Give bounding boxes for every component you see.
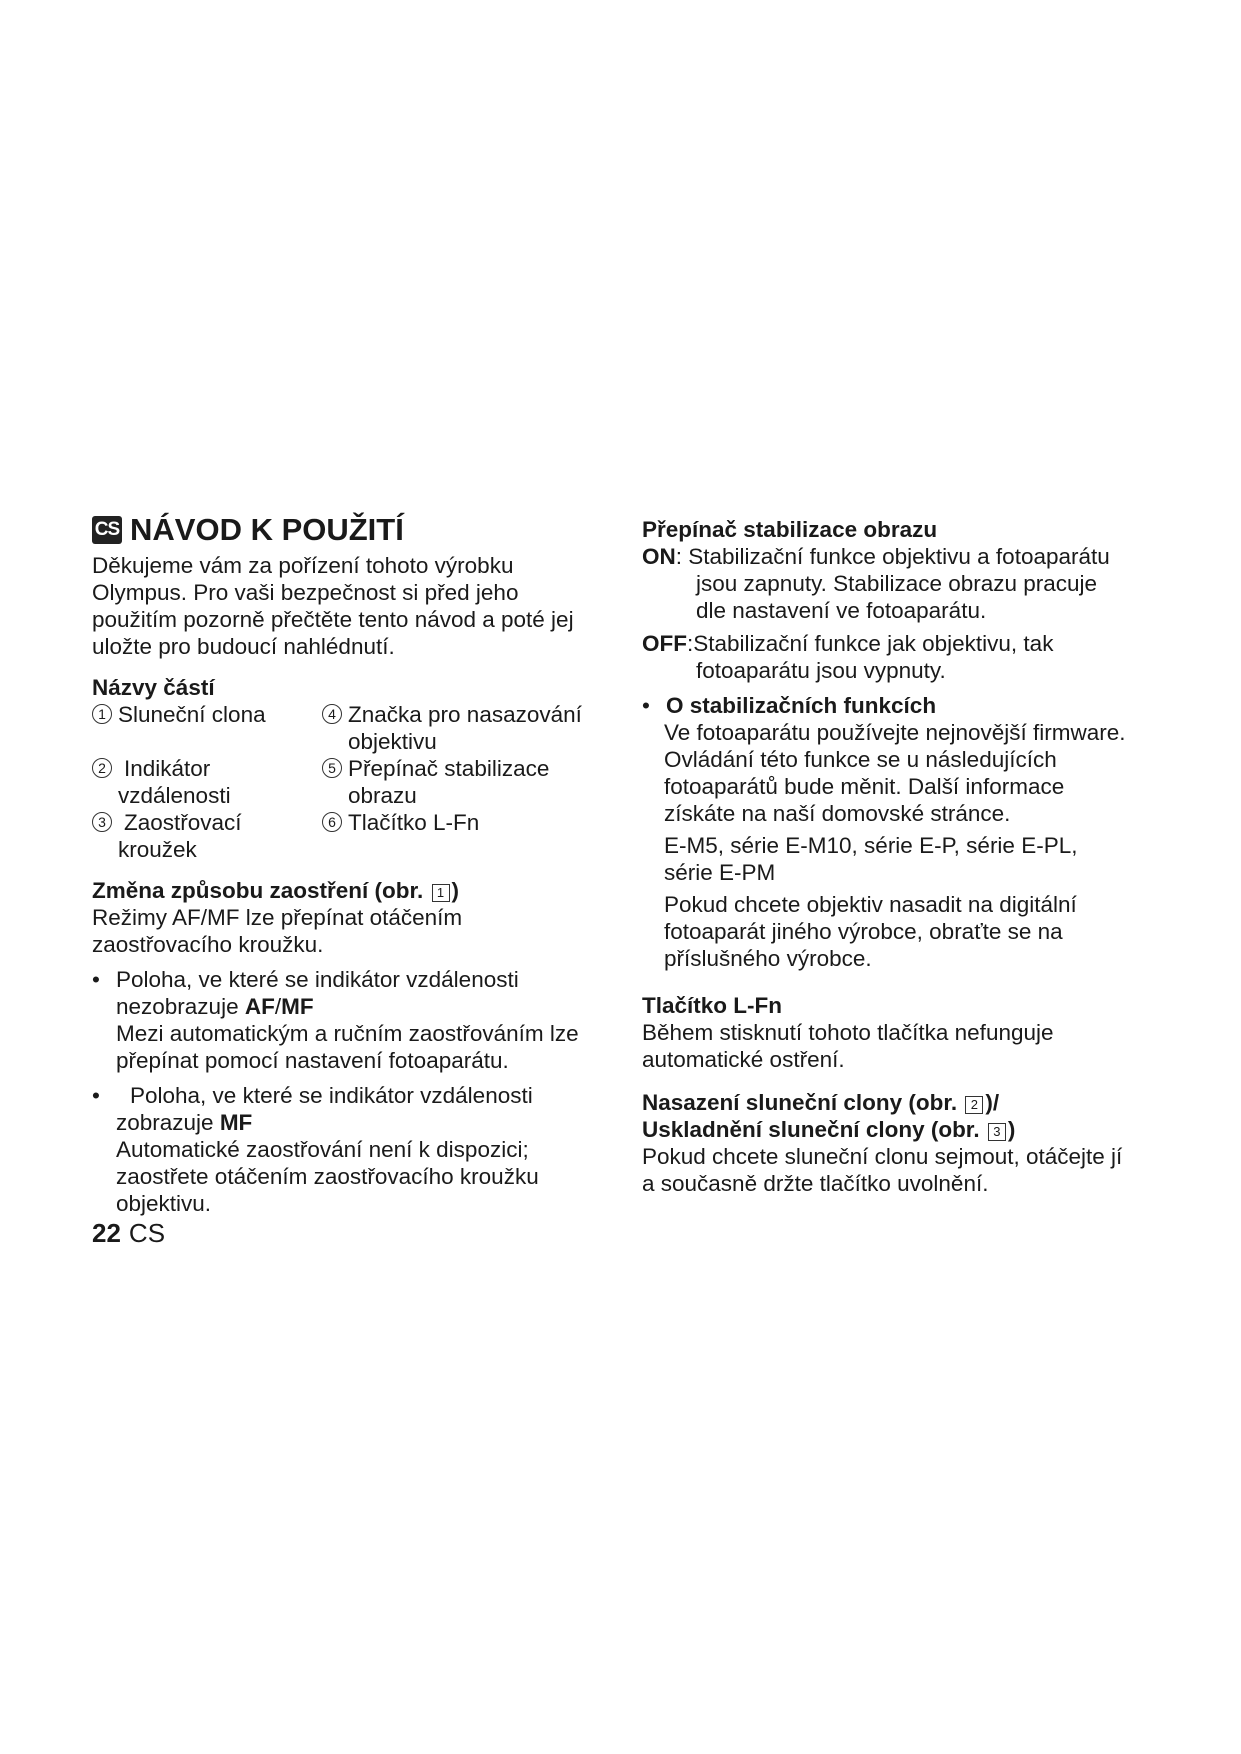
circled-number: 2 (92, 758, 112, 778)
bullet-line (116, 1109, 539, 1136)
lfn-body: automatické ostření. (642, 1047, 845, 1072)
bullet-text: zobrazuje (116, 1110, 220, 1135)
right-column (642, 512, 1162, 1197)
off-definition (642, 630, 1162, 684)
about-line: Ve fotoaparátu používejte nejnovější firmware. (664, 720, 1126, 745)
bullet-line: Poloha, ve které se indikátor vzdálenosti (130, 1083, 533, 1108)
part-item (92, 755, 322, 809)
parts-list (92, 701, 612, 863)
figure-ref: 2 (965, 1096, 983, 1114)
part-item (322, 809, 602, 863)
af-label: AF (244, 994, 275, 1019)
about-heading: O stabilizačních funkcích (666, 693, 937, 718)
bullet-dot: • (92, 1083, 100, 1108)
intro-line: použitím pozorně přečtěte tento návod a poté jej (92, 607, 574, 632)
stab-heading: Přepínač stabilizace obrazu (642, 517, 938, 542)
part-label: Zaostřovací (124, 810, 242, 835)
focus-body: zaostřovacího kroužku. (92, 932, 324, 957)
part-label: Sluneční clona (118, 702, 266, 727)
figure-ref: 3 (988, 1123, 1006, 1141)
bullet-text: nezobrazuje (116, 994, 245, 1019)
about-line: Ovládání této funkce se u následujících (664, 747, 1057, 772)
page-number: 22 (92, 1218, 121, 1248)
about-line: fotoaparátů bude měnit. Další informace (664, 774, 1065, 799)
bullet-line: Poloha, ve které se indikátor vzdálenosti (116, 967, 519, 992)
page-footer (92, 1220, 165, 1247)
hood-heading-1 (642, 1089, 1162, 1116)
on-text-cont: jsou zapnuty. Stabilizace obrazu pracuje (696, 571, 1098, 596)
circled-number: 1 (92, 704, 112, 724)
on-definition (642, 543, 1162, 624)
figure-ref: 1 (432, 884, 450, 902)
focus-body: Režimy AF/MF lze přepínat otáčením (92, 905, 463, 930)
circled-number: 4 (322, 704, 342, 724)
parts-heading: Názvy částí (92, 675, 215, 700)
on-text-cont: dle nastavení ve fotoaparátu. (696, 598, 987, 623)
part-label: objektivu (348, 729, 437, 754)
bullet-item (92, 966, 612, 1074)
off-text: :Stabilizační funkce jak objektivu, tak (687, 631, 1054, 656)
bullet-dot: • (642, 693, 650, 718)
lfn-heading: Tlačítko L-Fn (642, 993, 782, 1018)
part-label: Tlačítko L-Fn (348, 810, 480, 835)
bullet-line: Automatické zaostřování není k dispozici; (116, 1137, 529, 1162)
footer-language: CS (128, 1218, 166, 1248)
circled-number: 3 (92, 812, 112, 832)
off-text-cont: fotoaparátu jsou vypnuty. (696, 658, 946, 683)
about-body (642, 719, 1162, 972)
bullet-line: Mezi automatickým a ručním zaostřováním lze (116, 1021, 579, 1046)
part-label: obrazu (348, 783, 417, 808)
part-item (92, 701, 322, 755)
hood-body: Pokud chcete sluneční clonu sejmout, otáčejte jí (642, 1144, 1123, 1169)
lfn-body: Během stisknutí tohoto tlačítka nefunguje (642, 1020, 1054, 1045)
part-label: Přepínač stabilizace (348, 756, 550, 781)
hood-heading-end: )/ (985, 1090, 1000, 1115)
about-line: příslušného výrobce. (664, 946, 872, 971)
part-label: vzdálenosti (118, 783, 231, 808)
hood-heading-end: ) (1007, 1117, 1016, 1142)
focus-heading-text: Změna způsobu zaostření (obr. (92, 878, 430, 903)
part-item (322, 701, 602, 755)
about-line: Pokud chcete objektiv nasadit na digitální (664, 892, 1077, 917)
focus-heading (92, 877, 612, 904)
hood-heading-text: Nasazení sluneční clony (obr. (642, 1090, 964, 1115)
title-text: NÁVOD K POUŽITÍ (130, 512, 404, 547)
about-line: E-M5, série E-M10, série E-P, série E-PL, (664, 833, 1078, 858)
bullet-line: zaostřete otáčením zaostřovacího kroužku (116, 1164, 539, 1189)
intro-line: uložte pro budoucí nahlédnutí. (92, 634, 395, 659)
about-line: fotoaparát jiného výrobce, obraťte se na (664, 919, 1063, 944)
intro-line: Olympus. Pro vaši bezpečnost si před jeho (92, 580, 519, 605)
part-label: Indikátor (124, 756, 211, 781)
hood-heading-2 (642, 1116, 1162, 1143)
on-label: ON (642, 544, 676, 569)
off-label: OFF (642, 631, 687, 656)
focus-heading-end: ) (451, 878, 460, 903)
left-column (92, 512, 612, 1217)
part-label: Značka pro nasazování (348, 702, 582, 727)
language-badge: CS (92, 516, 122, 544)
bullet-item (92, 1082, 612, 1217)
bullet-dot: • (92, 967, 100, 992)
hood-body: a současně držte tlačítko uvolnění. (642, 1171, 989, 1196)
intro-text (92, 552, 612, 660)
bullet-item (642, 692, 1162, 719)
page-title (92, 512, 612, 548)
part-item (322, 755, 602, 809)
about-line: série E-PM (664, 860, 776, 885)
part-label: kroužek (118, 837, 197, 862)
about-line: získáte na naší domovské stránce. (664, 801, 1011, 826)
hood-heading-text: Uskladnění sluneční clony (obr. (642, 1117, 986, 1142)
bullet-line: přepínat pomocí nastavení fotoaparátu. (116, 1048, 509, 1073)
circled-number: 6 (322, 812, 342, 832)
circled-number: 5 (322, 758, 342, 778)
bullet-line: objektivu. (116, 1191, 212, 1216)
on-text: : Stabilizační funkce objektivu a fotoaparátu (675, 544, 1110, 569)
bullet-line (116, 993, 579, 1020)
intro-line: Děkujeme vám za pořízení tohoto výrobku (92, 553, 514, 578)
separator: / (274, 994, 282, 1019)
mf-label: MF (219, 1110, 253, 1135)
part-item (92, 809, 322, 863)
mf-label: MF (281, 994, 314, 1019)
